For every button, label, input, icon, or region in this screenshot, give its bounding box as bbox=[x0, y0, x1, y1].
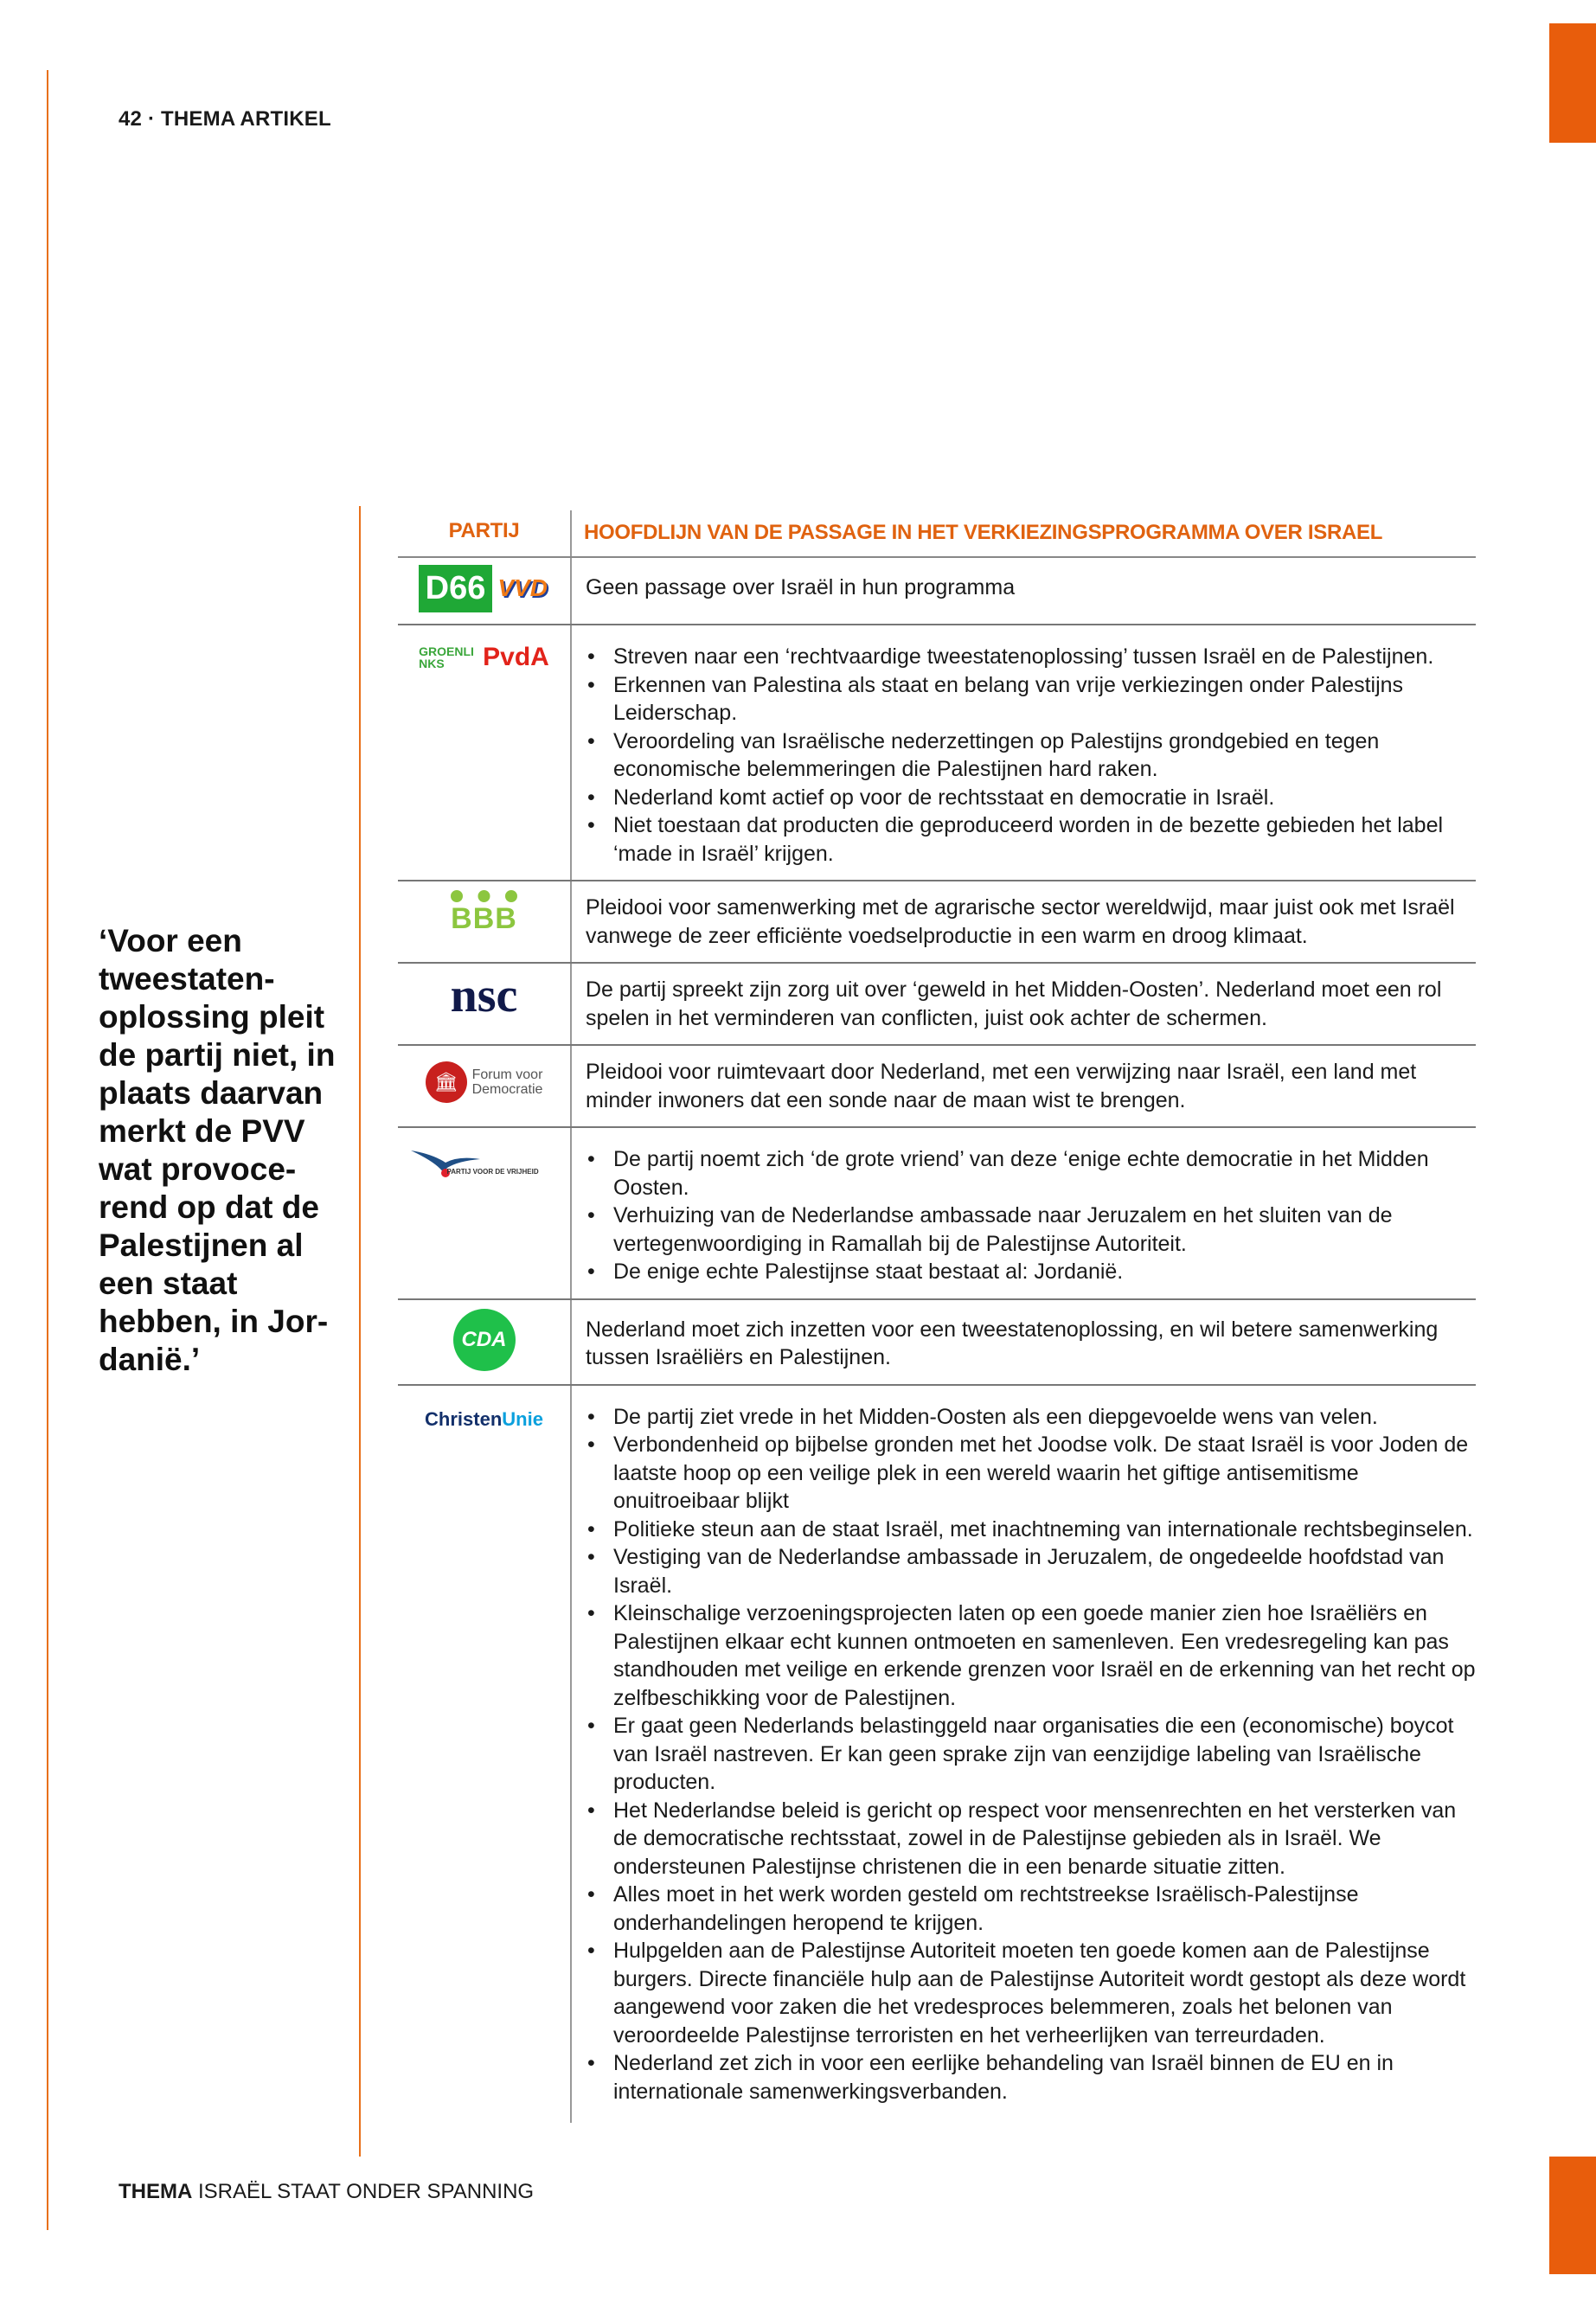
bullet: • Het Nederlandse beleid is gericht op respect voor mensenrechten en het versterken van de democratische rechtsstaat, zowel in de Palestijnse gebieden als in Israël. We ondersteunen Palestijnse christenen die in een benarde situatie zitten. bbox=[586, 1797, 1476, 1881]
groenlinks-pvda-logo bbox=[419, 643, 549, 672]
nsc-logo: nsc bbox=[450, 969, 518, 1022]
table-row bbox=[398, 1386, 1476, 2124]
bullet: • Er gaat geen Nederlands belastinggeld naar organisaties die een (economische) boycot van Israël nastreven. Er kan geen sprake zijn van eenzijdige labeling van Israëlische producten. bbox=[586, 1712, 1476, 1797]
pull-quote: ‘Voor een tweestaten-oplossing pleit de partij niet, in plaats daarvan merkt de PVV wat provoce-rend op dat de Palestijnen al een staat hebben, in Jor-danië.’ bbox=[99, 923, 336, 1377]
fvd-name-1: Forum voor bbox=[471, 1067, 543, 1082]
table-row bbox=[398, 625, 1476, 881]
margin-rule bbox=[47, 70, 48, 2230]
table-row bbox=[398, 964, 1476, 1046]
header-summary: HOOFDLIJN VAN DE PASSAGE IN HET VERKIEZINGSPROGRAMMA OVER ISRAEL bbox=[584, 521, 1383, 544]
groenlinks-logo: GROENLINKS bbox=[419, 644, 474, 670]
corner-block-top bbox=[1549, 23, 1596, 143]
row-text: Pleidooi voor ruimtevaart door Nederland, met een verwijzing naar Israël, een land met minder inwoners dat een sonde naar de maan wist te brengen. bbox=[586, 1060, 1417, 1112]
bullet-list bbox=[586, 1145, 1476, 1286]
bullet: • De partij ziet vrede in het Midden-Oosten als een diepgevoelde wens van velen. bbox=[586, 1403, 1476, 1432]
cda-logo: CDA bbox=[453, 1309, 516, 1371]
header-party: PARTIJ bbox=[398, 510, 572, 556]
table-row bbox=[398, 1300, 1476, 1386]
bullet: • Veroordeling van Israëlische nederzettingen op Palestijns grondgebied en tegen economische belemmeringen die Palestijnen hard raken. bbox=[586, 727, 1476, 784]
row-text: De partij spreekt zijn zorg uit over ‘geweld in het Midden-Oosten’. Nederland moet een rol spelen in het verminderen van conflicten, juist ook achter de schermen. bbox=[586, 977, 1442, 1030]
temple-icon: 🏛 bbox=[426, 1061, 467, 1103]
cu-name-1: Christen bbox=[425, 1407, 503, 1430]
table-row bbox=[398, 1046, 1476, 1128]
footer-bold: THEMA bbox=[119, 2180, 193, 2203]
fvd-logo bbox=[426, 1061, 543, 1103]
footer-rest: ISRAËL STAAT ONDER SPANNING bbox=[192, 2180, 535, 2203]
bullet: • Niet toestaan dat producten die geproduceerd worden in de bezette gebieden het label ‘made in Israël’ krijgen. bbox=[586, 811, 1476, 868]
d66-vvd-logo bbox=[419, 565, 550, 612]
table-row bbox=[398, 558, 1476, 626]
pvda-logo: PvdA bbox=[483, 643, 549, 671]
bullet-list bbox=[586, 1403, 1476, 2106]
bullet: • De partij noemt zich ‘de grote vriend’ van deze ‘enige echte democratie in het Midden Oosten. bbox=[586, 1145, 1476, 1202]
christenunie-logo bbox=[425, 1408, 543, 1431]
bullet: • Streven naar een ‘rechtvaardige tweestatenoplossing’ tussen Israël en de Palestijnen. bbox=[586, 643, 1476, 671]
pvv-name: PARTIJ VOOR DE VRIJHEID bbox=[446, 1168, 539, 1176]
bullet: • Erkennen van Palestina als staat en belang van vrije verkiezingen onder Palestijns Leiderschap. bbox=[586, 671, 1476, 727]
bullet: • Verbondenheid op bijbelse gronden met het Joodse volk. De staat Israël is voor Joden de laatste hoop op een veilige plek in een wereld waarin het giftige antisemitisme onuitroeibaar blijkt bbox=[586, 1431, 1476, 1516]
page-footer bbox=[119, 2180, 534, 2204]
table-rule bbox=[359, 506, 361, 2157]
bullet: • Nederland komt actief op voor de rechtsstaat en democratie in Israël. bbox=[586, 784, 1476, 812]
bullet: • Alles moet in het werk worden gesteld om rechtstreekse Israëlisch-Palestijnse onderhandelingen heropend te krijgen. bbox=[586, 1881, 1476, 1937]
row-text: Nederland moet zich inzetten voor een tweestatenoplossing, en wil betere samenwerking tussen Israëliërs en Palestijnen. bbox=[586, 1317, 1439, 1369]
pvv-logo bbox=[411, 1147, 558, 1182]
bullet: • Politieke steun aan de staat Israël, met inachtneming van internationale rechtsbeginselen. bbox=[586, 1516, 1476, 1544]
bullet: • Nederland zet zich in voor een eerlijke behandeling van Israël binnen de EU en in internationale samenwerkingsverbanden. bbox=[586, 2049, 1476, 2106]
table-header bbox=[398, 510, 1476, 558]
bullet: • Verhuizing van de Nederlandse ambassade naar Jeruzalem en het sluiten van de vertegenwoordiging in Ramallah bij de Palestijnse Autoriteit. bbox=[586, 1202, 1476, 1258]
fvd-name-2: Democratie bbox=[471, 1082, 543, 1097]
party-table bbox=[398, 510, 1476, 2123]
row-text: Pleidooi voor samenwerking met de agrarische sector wereldwijd, maar juist ook met Israël vanwege de zeer efficiënte voedselproductie in een warm en droog klimaat. bbox=[586, 895, 1455, 948]
d66-logo: D66 bbox=[419, 565, 493, 612]
corner-block-bottom bbox=[1549, 2157, 1596, 2274]
bullet: • Hulpgelden aan de Palestijnse Autoriteit moeten ten goede komen aan de Palestijnse burgers. Directe financiële hulp aan de Palestijnse Autoriteit wordt gestopt als deze wordt aangewend voor zaken die het vredesproces belemmeren, zoals het belonen van veroordeelde Palestijnse terroristen en het verheerlijken van terreurdaden. bbox=[586, 1937, 1476, 2049]
vvd-logo: VVD bbox=[497, 574, 548, 601]
row-text: Geen passage over Israël in hun programma bbox=[586, 574, 1016, 599]
bullet: • Vestiging van de Nederlandse ambassade in Jeruzalem, de ongedeelde hoofdstad van Israël. bbox=[586, 1543, 1476, 1599]
table-row bbox=[398, 1128, 1476, 1300]
bullet: • Kleinschalige verzoeningsprojecten laten op een goede manier zien hoe Israëliërs en Palestijnen elkaar echt kunnen ontmoeten en samenleven. Een vredesregeling kan pas standhouden met veilige en erkende grenzen voor Israël en de erkenning van het recht op zelfbeschikking voor de Palestijnen. bbox=[586, 1599, 1476, 1712]
cu-name-2: Unie bbox=[502, 1407, 543, 1430]
table-row bbox=[398, 881, 1476, 964]
bullet-list bbox=[586, 643, 1476, 868]
bullet: • De enige echte Palestijnse staat bestaat al: Jordanië. bbox=[586, 1258, 1476, 1286]
running-header: 42 · THEMA ARTIKEL bbox=[119, 107, 331, 131]
bbb-logo: BBB bbox=[451, 890, 517, 936]
